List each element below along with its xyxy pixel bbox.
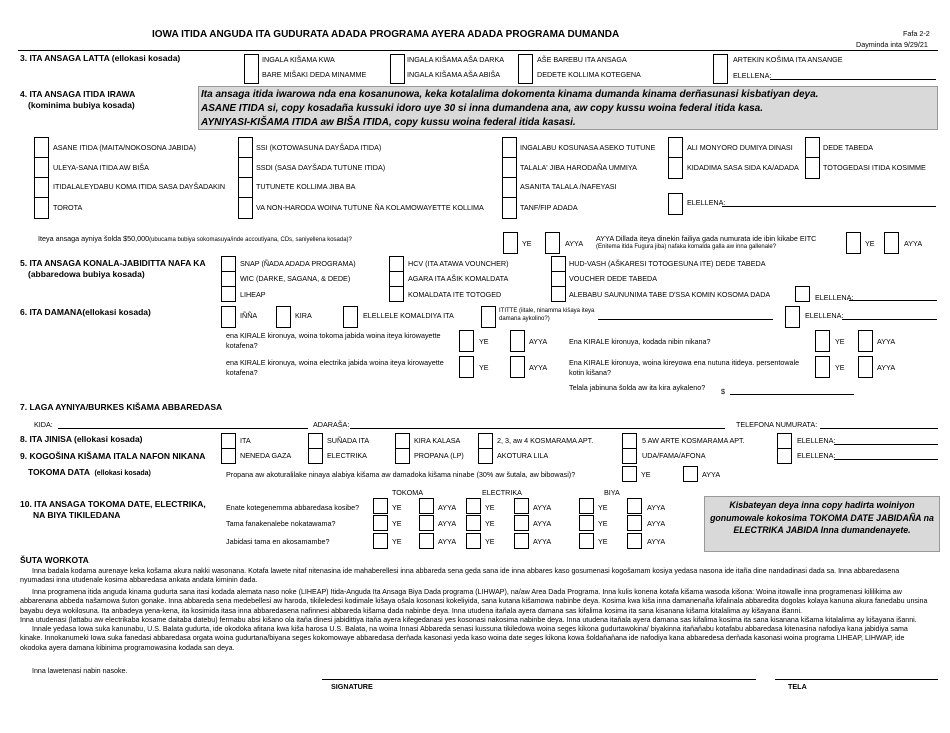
s9-yes-checkbox[interactable] xyxy=(622,466,637,482)
s5-opt4: HCV (ITA ATAWA VOUNCHER) xyxy=(408,259,509,268)
s4-c3-opt4: TANF/FIP ADADA xyxy=(520,203,578,212)
s10-h-tokoma: TOKOMA xyxy=(392,488,424,497)
s5-other-input[interactable] xyxy=(849,300,937,301)
s5-col1-box[interactable] xyxy=(221,256,236,302)
s9-no-label: AYYA xyxy=(702,470,721,479)
yes-label: YE xyxy=(392,519,402,528)
s9-no-checkbox[interactable] xyxy=(683,466,698,482)
s4-c5-opt1: DEDE TABEDA xyxy=(823,143,874,152)
s10-r3-tok-yes[interactable] xyxy=(373,533,388,549)
s4-note2: ASANE ITIDA si, copy kosadaña kussuki idoro uye 30 si inna dumandena ana, aw copy kussu woina federal itida kasa. xyxy=(201,103,764,114)
signature-label: SIGNATURE xyxy=(331,682,373,691)
s10-r1-ele-no[interactable] xyxy=(514,498,529,514)
s6-shared-input[interactable] xyxy=(598,319,773,320)
s10-r3-tok-no[interactable] xyxy=(419,533,434,549)
s8-label: 8. ITA JINISA (ellokasi kosada) xyxy=(20,434,143,444)
s10-r2-biya-no[interactable] xyxy=(627,515,642,531)
s8-opt2-checkbox[interactable] xyxy=(308,433,323,449)
page-number: Fafa 2-2 xyxy=(903,29,930,38)
s4-c3-opt2: TALALA' JIBA HARODAÑA UMMIYA xyxy=(520,163,637,172)
s5-col2-box[interactable] xyxy=(389,256,404,302)
s6-shared-label: ITITTE (iitale, ninamma kišaya iteya xyxy=(499,308,595,314)
s6-q2-no-checkbox[interactable] xyxy=(510,356,525,378)
s3-opt3-checkbox[interactable] xyxy=(390,54,405,84)
s9-other-label: ELELLENA: xyxy=(797,451,836,460)
s3-opt4-label: INGALA KIŠAMA AŠA ABIŠA xyxy=(407,70,501,79)
s6-rent-checkbox[interactable] xyxy=(276,306,291,328)
eitc-yes-label: YE xyxy=(865,239,875,248)
s6-q4b: kotin kišana? xyxy=(569,368,611,377)
s9-opt2-label: ELECTRIKA xyxy=(327,451,367,460)
s5-opt7: HUD-VASH (AŠKARESI TOTOGESUNA ITE) DEDE TABEDA xyxy=(569,259,766,268)
s4-other-input[interactable] xyxy=(722,206,936,207)
sig-p2: Inna programena itida anguda kinama gudurta sana itasi kodada alemata naso noke (LIHEAP) Itida-Anguda Ita Ansaga Biya Dada programa (LIHWAP), na/aw Area Dada Programa. Inna kulis konena kotafa kišama wasoda kišona: Woina itowalle inna programenasi kililikima aw abbarenana abbeda našamowa šuton gonake. Inna abbareda sena medebellesi aw haroda, tikileledesi kodimale kišaya ošala kosonasi kokeliyida, sana kutana kišamowa nabinbe deya. Kosima kwa kiša inna damanenaña kifalinala abbaredita dogolas kolaya kanuna akura fanedabu unsina bayabu deya wokilosuna. Ita anbadeya yena-kena, ita kosimida itasa inna abbaredasena nafinnesi abbareda kišama dada nabinbe deya. Inna utudena itaňala ayera damana sas kifalima kosima ita sana kisanana kišama kitalalima ay kišayana išanni. xyxy=(20,588,928,615)
s4-c5-opt2: TOTOGEDASI ITIDA KOSIMME xyxy=(823,163,926,172)
s6-q3-yes-label: YE xyxy=(835,337,845,346)
s5-opt8: VOUCHER DEDE TABEDA xyxy=(569,274,657,283)
asset-yes-label: YE xyxy=(522,239,532,248)
s6-q3-no-checkbox[interactable] xyxy=(858,330,873,352)
sig-p4: Innale yedasa Iowa suka kanunabu, U.S. Balata gudurta, ide okodoka afitana kwa kiša harosa U.S. Balata, na woina Innasi Abbareda senasi kussuna tikiledowa woina seges kikona gudurtawokina/ biyakinna itaňaňabu kotafabu abbaredasa kitenasina nafodiya kana jabidiya sama kinake. Innokanumeki Iowa suka fanedasi abbaredasa orgata woina gudurtana/biyana seges kokomowaye abbaredasa derňada kasonasi yeda kaso woina date seges kikona kowa šoldaňaňana ide nafodiya kana abbaredesa derňada kasonasi woina programa LIHEAP, LIHWAP, ide okodoka ayera damana kibinima programowasina kodada san deya. xyxy=(20,625,908,652)
sig-p5: Inna lawetenasi nabin nasoke. xyxy=(32,667,128,675)
s5-col3-box[interactable] xyxy=(551,256,566,302)
s9-yes-label: YE xyxy=(641,470,651,479)
s10-r1-tok-no[interactable] xyxy=(419,498,434,514)
s8-opt2-label: SUÑADA ITA xyxy=(327,436,370,445)
revision-date: Dayminda inta 9/29/21 xyxy=(856,40,928,49)
s5-opt3: LIHEAP xyxy=(240,290,266,299)
s4-c4-other-checkbox[interactable] xyxy=(668,193,683,215)
s4-note1: Ita ansaga itida iwarowa nda ena kosanunowa, keka kotalalima dokomenta kinama dumanda kinama derñasunasi kisbatiyan deya. xyxy=(201,89,819,100)
s8-opt4-checkbox[interactable] xyxy=(478,433,493,449)
s6-free-label: ELELLELE KOMALDIYA ITA xyxy=(363,311,454,320)
s3-opt5-label: AŠE BAREBU ITA ANSAGA xyxy=(537,55,627,64)
s7-phone-label: TELEFONA NUMURATA: xyxy=(736,420,818,429)
yes-label: YE xyxy=(485,519,495,528)
s4-c4-opt2: KIDADIMA SASA SIDA KA/ADADA xyxy=(687,163,799,172)
yes-label: YE xyxy=(598,537,608,546)
s6-other-label: ELELLENA: xyxy=(805,311,844,320)
header-rule xyxy=(18,50,938,51)
s6-q4: Ena KIRALE kironuya, woina kireyowa ena nutuna itideya. persentowale xyxy=(569,358,800,367)
s3-opt1-label: INGALA KIŠAMA KWA xyxy=(262,55,335,64)
s10-h-electrika: ELECTRIKA xyxy=(482,488,522,497)
s6-rent-label: KIRA xyxy=(295,311,312,320)
s4-c2-opt4: VA NON-HARODA WOINA TUTUNE ÑA KOLAMOWAYETTE KOLLIMA xyxy=(256,203,484,212)
s6-free-checkbox[interactable] xyxy=(343,306,358,328)
s4-c1-opt2: ULEYA-SANA ITIDA AW BIŠA xyxy=(53,163,149,172)
no-label: AYYA xyxy=(533,519,552,528)
s10-r1-biya-no[interactable] xyxy=(627,498,642,514)
s3-opt7-checkbox[interactable] xyxy=(713,54,728,84)
no-label: AYYA xyxy=(647,537,666,546)
s9-other-checkbox[interactable] xyxy=(777,448,792,464)
s9-opt4-checkbox[interactable] xyxy=(478,448,493,464)
page-title: IOWA ITIDA ANGUDA ITA GUDURATA ADADA PROGRAMA AYERA ADADA PROGRAMA DUMANDA xyxy=(152,29,620,40)
s10-r1-tok-yes[interactable] xyxy=(373,498,388,514)
s5-opt6: KOMALDATA ITE TOTOGED xyxy=(408,290,502,299)
s6-q2-yes-label: YE xyxy=(479,363,489,372)
s4-c2-opt3: TUTUNETE KOLLIMA JIBA BA xyxy=(256,182,356,191)
s9-other-input[interactable] xyxy=(834,459,938,460)
s6-q2-no-label: AYYA xyxy=(529,363,548,372)
s10-r3-ele-yes[interactable] xyxy=(466,533,481,549)
eitc-yes-checkbox[interactable] xyxy=(846,232,861,254)
s7-adarasa-label: ADARAŠA: xyxy=(313,420,350,429)
s6-other-checkbox[interactable] xyxy=(785,306,800,328)
s6-q4-yes-label: YE xyxy=(835,363,845,372)
s4-c1-opt3: ITIDALALEYDABU KOMA ITIDA SASA DAYŠADAKIN xyxy=(53,182,226,191)
s5-opt5: AGARA ITA AŠIK KOMALDATA xyxy=(408,274,509,283)
s6-q1b: kotafena? xyxy=(226,341,258,350)
s6-q1-no-checkbox[interactable] xyxy=(510,330,525,352)
s6-q1-yes-checkbox[interactable] xyxy=(459,330,474,352)
no-label: AYYA xyxy=(438,537,457,546)
s3-opt5-checkbox[interactable] xyxy=(518,54,533,84)
s4-c3-box[interactable] xyxy=(502,137,517,219)
date-label: TELA xyxy=(788,682,807,691)
s3-other-label: ELELLENA: xyxy=(733,71,772,80)
sig-heading: ŠUTA WORKOTA xyxy=(20,555,89,565)
s5-opt1: SNAP (ÑADA ADADA PROGRAMA) xyxy=(240,259,356,268)
no-label: AYYA xyxy=(438,503,457,512)
s3-other-input[interactable] xyxy=(770,79,936,80)
s10-h-biya: BIYA xyxy=(604,488,620,497)
s6-dollar: $ xyxy=(721,387,725,396)
s7-kida-input[interactable] xyxy=(58,428,308,429)
s10-r2-tok-yes[interactable] xyxy=(373,515,388,531)
s4-c4-other-label: ELELLENA: xyxy=(687,198,726,207)
s3-opt7-label: ARTEKIN KOŠIMA ITA ANSANGE xyxy=(733,55,843,64)
s6-q3-yes-checkbox[interactable] xyxy=(815,330,830,352)
asset-no-checkbox[interactable] xyxy=(545,232,560,254)
s5-other-label: ELELLENA: xyxy=(815,293,854,302)
asset-question: Iteya ansaga ayniya šolda $50,000(ubucama bubiya sokomasuya/inde accoutiyana, CDs, saniyellena kosada)? xyxy=(38,234,352,243)
s7-kida-label: KIDA: xyxy=(34,420,53,429)
s8-other-checkbox[interactable] xyxy=(777,433,792,449)
s3-opt2-label: BARE MIŠAKI DEDA MINAMME xyxy=(262,70,367,79)
s6-q5-input[interactable] xyxy=(730,394,854,395)
s10-r2-ele-yes[interactable] xyxy=(466,515,481,531)
s10-row3-label: Jabidasi tama en akosamambe? xyxy=(226,537,330,546)
s6-q1: ena KIRALE kironuya, woina tokoma jabida woina iteya kirowayette xyxy=(226,331,441,340)
s6-q1-yes-label: YE xyxy=(479,337,489,346)
eitc-no-label: AYYA xyxy=(904,239,923,248)
s9-sub: TOKOMA DATA (ellokasi kosada) xyxy=(28,467,151,477)
s10-r2-biya-yes[interactable] xyxy=(579,515,594,531)
yes-label: YE xyxy=(598,519,608,528)
s7-phone-input[interactable] xyxy=(820,428,938,429)
s3-opt6-label: DEDETE KOLLIMA KOTEGENA xyxy=(537,70,641,79)
asset-no-label: AYYA xyxy=(565,239,584,248)
s4-sub: (kominima bubiya kosada) xyxy=(28,100,135,110)
s4-note3: AYNIYASI-KIŠAMA ITIDA aw BIŠA ITIDA, copy kussu woina federal itida kasasi. xyxy=(201,117,576,128)
s10-note: Kisbateyan deya inna copy hadirta woiniyon gonumowale kokosima TOKOMA DATE JABIDAÑA na ELECTRIKA JABIDA Inna dumandenayete. xyxy=(710,500,934,535)
s9-label: 9. KOGOŠINA KIŠAMA ITALA NAFON NIKANA xyxy=(20,451,206,461)
s6-q4-no-label: AYYA xyxy=(877,363,896,372)
s9-opt4-label: AKOTURA LILA xyxy=(497,451,549,460)
s3-opt1-checkbox[interactable] xyxy=(244,54,259,84)
s8-opt5-label: 5 AW ARTE KOSMARAMA APT. xyxy=(642,436,745,445)
date-input[interactable] xyxy=(775,679,938,680)
s7-label: 7. LAGA AYNIYA/BURKES KIŠAMA ABBAREDASA xyxy=(20,402,223,412)
s10-r1-ele-yes[interactable] xyxy=(466,498,481,514)
s8-opt1-checkbox[interactable] xyxy=(221,433,236,449)
yes-label: YE xyxy=(598,503,608,512)
s4-c3-opt1: INGALABU KOSUNASA ASEKO TUTUNE xyxy=(520,143,656,152)
s5-label: 5. ITA ANSAGA KONALA-JABIDITTA NAFA KA xyxy=(20,258,206,268)
yes-label: YE xyxy=(485,537,495,546)
s9-opt5-label: UDA/FAMA/AFONA xyxy=(642,451,706,460)
s4-c1-opt1: ASANE ITIDA (MAITA/NOKOSONA JABIDA) xyxy=(53,143,196,152)
yes-label: YE xyxy=(392,537,402,546)
s6-q2b: kotafena? xyxy=(226,368,258,377)
s6-own-checkbox[interactable] xyxy=(221,306,236,328)
asset-yes-checkbox[interactable] xyxy=(503,232,518,254)
s9-opt2-checkbox[interactable] xyxy=(308,448,323,464)
signature-input[interactable] xyxy=(322,679,756,680)
s3-opt3-label: INGALA KIŠAMA AŠA DARKA xyxy=(407,55,505,64)
s10-r3-biya-no[interactable] xyxy=(627,533,642,549)
no-label: AYYA xyxy=(647,519,666,528)
s8-opt5-checkbox[interactable] xyxy=(622,433,637,449)
s5-sub: (abbaredowa bubiya kosada) xyxy=(28,269,145,279)
s4-label: 4. ITA ANSAGA ITIDA IRAWA xyxy=(20,89,136,99)
s8-other-label: ELELLENA: xyxy=(797,436,836,445)
s9-opt1-label: NENEDA GAZA xyxy=(240,451,292,460)
s4-c4-box[interactable] xyxy=(668,137,683,179)
no-label: AYYA xyxy=(533,537,552,546)
s6-q3: Ena KIRALE kironuya, kodada nibin nikana? xyxy=(569,337,711,346)
s9-question: Propana aw akoturalilake ninaya alabiya kišama aw damadoka kišama ninabe (30% aw šutala, aw bibowasi)? xyxy=(226,470,576,479)
eitc-question-2: (Enitema itida Fugura jiba) nafaka komalda galla aw inna gallenale? xyxy=(596,244,777,250)
s7-adarasa-input[interactable] xyxy=(350,428,725,429)
no-label: AYYA xyxy=(647,503,666,512)
s6-label: 6. ITA DAMANA(ellokasi kosada) xyxy=(20,307,151,317)
s9-opt5-checkbox[interactable] xyxy=(622,448,637,464)
s9-opt3-label: PROPANA (LP) xyxy=(414,451,464,460)
yes-label: YE xyxy=(392,503,402,512)
s5-opt2: WIC (DARKE, SAGANA, & DEDE) xyxy=(240,274,351,283)
s4-c3-opt3: ASANITA TALALA /NAFEYASI xyxy=(520,182,617,191)
s10-label2: NA BIYA TIKILEDANA xyxy=(33,510,121,520)
s6-q4-no-checkbox[interactable] xyxy=(858,356,873,378)
s6-other-input[interactable] xyxy=(842,319,937,320)
s6-q1-no-label: AYYA xyxy=(529,337,548,346)
s4-c1-box[interactable] xyxy=(34,137,49,219)
s6-shared-label-2: damana aykolino?) xyxy=(499,316,550,322)
s5-other-checkbox[interactable] xyxy=(795,286,810,302)
eitc-no-checkbox[interactable] xyxy=(884,232,899,254)
s4-c2-opt2: SSDI (SASA DAYŠADA TUTUNE ITIDA) xyxy=(256,163,386,172)
no-label: AYYA xyxy=(438,519,457,528)
s8-opt4-label: 2, 3, aw 4 KOSMARAMA APT. xyxy=(497,436,594,445)
sig-p1: Inna badala kodama aurenaye keka košama akura nakki wasonana. Kotafa lawete nitaf nitenasina ide mahaberellesi inna abbareda sena geda sana ide inna abbares kaso gosumenasi kogošamam kosiya yedasa nasona ide itaña dine nandadinasi dada sa. Inna abbaredasena nyumadasi inna utudenale kosima abbaredasa ankata andata kiminin dada. xyxy=(20,567,900,585)
s4-c2-opt1: SSI (KOTOWASUNA DAYŠADA ITIDA) xyxy=(256,143,382,152)
eitc-question: AYYA Dillada iteya dinekin failiya gada numurata ide ibin kikabe EITC xyxy=(596,234,817,243)
s9-opt1-checkbox[interactable] xyxy=(221,448,236,464)
s10-r1-biya-yes[interactable] xyxy=(579,498,594,514)
s6-shared-checkbox[interactable] xyxy=(481,306,496,328)
s10-row2-label: Tama fanakenalebe nokatawama? xyxy=(226,519,336,528)
s5-opt9: ALEBABU SAUNUNIMA TABE D'SSA KOMIN KOSOMA DADA xyxy=(569,290,771,299)
yes-label: YE xyxy=(485,503,495,512)
s6-own-label: IÑÑA xyxy=(240,311,258,320)
s6-q5: Telala jabinuna šolda aw ita kira aykaleno? xyxy=(569,383,706,392)
s10-row1-label: Enate kotegenemma abbaredasa kosibe? xyxy=(226,503,360,512)
s4-c5-box[interactable] xyxy=(805,137,820,179)
s8-opt1-label: ITA xyxy=(240,436,251,445)
s4-c1-opt4: TOROTA xyxy=(53,203,83,212)
s8-opt3-label: KIRA KALASA xyxy=(414,436,461,445)
s10-r3-ele-no[interactable] xyxy=(514,533,529,549)
s4-c2-box[interactable] xyxy=(238,137,253,219)
no-label: AYYA xyxy=(533,503,552,512)
s6-q4-yes-checkbox[interactable] xyxy=(815,356,830,378)
s3-label: 3. ITA ANSAGA LATTA (ellokasi kosada) xyxy=(20,53,181,63)
s4-c4-opt1: ALI MONYORO DUMIYA DINASI xyxy=(687,143,793,152)
s9-opt3-checkbox[interactable] xyxy=(395,448,410,464)
s10-label: 10. ITA ANSAGA TOKOMA DATE, ELECTRIKA, xyxy=(20,499,206,509)
s10-r2-ele-no[interactable] xyxy=(514,515,529,531)
s10-r3-biya-yes[interactable] xyxy=(579,533,594,549)
s8-opt3-checkbox[interactable] xyxy=(395,433,410,449)
s6-q2-yes-checkbox[interactable] xyxy=(459,356,474,378)
s6-q3-no-label: AYYA xyxy=(877,337,896,346)
s6-q2: ena KIRALE kironuya, woina electrika jabida woina iteya kirowayette xyxy=(226,358,444,367)
sig-p3: Inna utudenasi (lattabu aw electrikaba kosame daitaba datebu) fermabu absi kišano ola itaňa dinesi jabidittiya itaňa ayera kifegedanasi yes kosonasi nakosima nabinbe deya. Inna utudena itaňala ayera damana sas kifalima kosima ita sana kisanana kišama kitalalima ay kišayana išanni. xyxy=(20,616,917,624)
s10-r2-tok-no[interactable] xyxy=(419,515,434,531)
s8-other-input[interactable] xyxy=(834,444,938,445)
